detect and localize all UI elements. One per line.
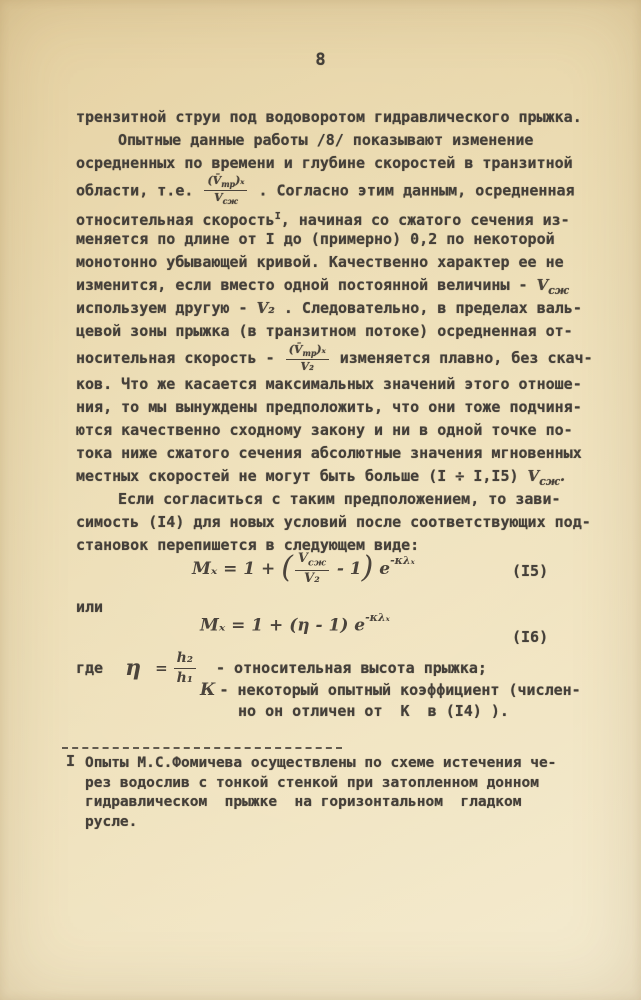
euler-e: e [354, 615, 366, 636]
text-segment: , начиная со сжатого сечения из- [280, 211, 570, 229]
exponent: -κλₓ [365, 611, 390, 624]
text-line: монотонно убывающей кривой. Качественно характер ее не [76, 253, 564, 271]
where-row-k [200, 680, 586, 700]
definition-text: - относительная высота прыжка; [215, 659, 487, 677]
eta-symbol: η [125, 655, 142, 681]
equation-lhs: Mₓ = 1 + (η - 1) [200, 615, 355, 636]
text-segment: носительная скорость - [76, 349, 284, 367]
footnote-line: Опыты М.С.Фомичева осуществлены по схеме истечения че- [85, 755, 557, 771]
text-line: тока ниже сжатого сечения абсолютные значения мгновенных [76, 444, 582, 462]
text-line [76, 205, 591, 228]
text-line: осредненных по времени и глубине скоростей в транзитной [76, 154, 573, 172]
footnote-text [85, 754, 579, 832]
text-segment: относительная скорость [76, 211, 275, 229]
definition-continuation: но он отличен от К в (I4) ). [238, 702, 509, 720]
text-line: меняется по длине от I до (примерно) 0,2 по некоторой [76, 230, 555, 248]
text-line: цевой зоны прыжка (в транзитном потоке) осредненная от- [76, 322, 573, 340]
text-line: становок перепишется в следующем виде: [76, 536, 420, 554]
text-segment: изменяется плавно, без скач- [330, 349, 593, 367]
text-line-with-fraction [76, 343, 591, 373]
euler-e: e [379, 559, 391, 580]
footnote-separator [62, 747, 342, 749]
text-line: трензитной струи под водоворотом гидравлического прыжка. [76, 108, 582, 126]
text-segment: используем другую - [76, 299, 257, 317]
where-word: где [76, 659, 104, 677]
equation-number-15: (I5) [512, 562, 549, 580]
text-segment: области, т.е. [76, 181, 203, 200]
equals-sign: = [155, 659, 168, 677]
h2-h1-fraction: $\frac{\text{h₂}}{\text{h₁}}$ [174, 650, 196, 685]
text-line [76, 274, 591, 297]
text-segment: местных скоростей не могут быть больше (I ÷ I,I5) [76, 467, 528, 485]
footnote-marker: I [66, 752, 76, 770]
text-line [76, 465, 591, 488]
where-definitions [76, 648, 586, 720]
text-line: Если согласиться с таким предположением, то зави- [118, 490, 561, 508]
equation-lhs: Mₓ = 1 + [192, 559, 282, 580]
text-segment: изменится, если вместо одной постоянной величины - [76, 276, 537, 294]
text-line: ния, то мы вынуждены предположить, что они тоже подчиня- [76, 398, 582, 416]
footnote-line: русле. [85, 813, 138, 830]
footnote-line: гидравлическом прыжке на горизонтальном гладком [85, 794, 522, 810]
text-line: Опытные данные работы /8/ показывают изменение [118, 131, 534, 149]
footnote-reference: I [274, 211, 281, 222]
text-line: ются качественно сходному закону и ни в одной точке по- [76, 421, 573, 439]
equation-fraction: $\frac{V_{сж}}{\text{V₂}}$ [295, 552, 329, 587]
page-number: 8 [315, 50, 326, 70]
footnote [64, 754, 579, 832]
equation-15 [192, 552, 415, 587]
k-symbol: К [200, 680, 216, 700]
close-paren: ) [361, 550, 374, 586]
text-segment: . Согласно этим данным, осредненная [249, 181, 575, 200]
variable-v-szh: $V_{сж}$. [527, 467, 566, 488]
equation-number-16: (I6) [512, 628, 549, 646]
text-line: симость (I4) для новых условий после соответствующих под- [76, 513, 591, 531]
inline-fraction: $\frac{(V̄_{тр})_x}{\text{V₂}}$ [286, 344, 329, 374]
variable-v-szh: $V_{сж}$ [536, 276, 569, 297]
variable-v2: V₂ [256, 299, 275, 317]
exponent: -κλₓ [390, 554, 415, 568]
footnote-line: рез водослив с тонкой стенкой при затопленном донном [85, 774, 539, 791]
open-paren: ( [281, 550, 293, 586]
text-line: ков. Что же касается максимальных значений этого отноше- [76, 375, 582, 393]
text-line [76, 297, 591, 320]
body-text [76, 106, 591, 557]
text-segment: . Следовательно, в пределах валь- [274, 299, 582, 317]
text-line-with-fraction [76, 175, 591, 205]
equation-16 [200, 611, 390, 636]
inline-fraction: $\frac{(V̄_{тр})_x}{V_{сж}}$ [204, 175, 247, 207]
or-word: или [76, 598, 104, 616]
definition-text: - некоторый опытный коэффициент (числен- [219, 681, 581, 699]
equation-segment: - 1 [330, 559, 362, 580]
